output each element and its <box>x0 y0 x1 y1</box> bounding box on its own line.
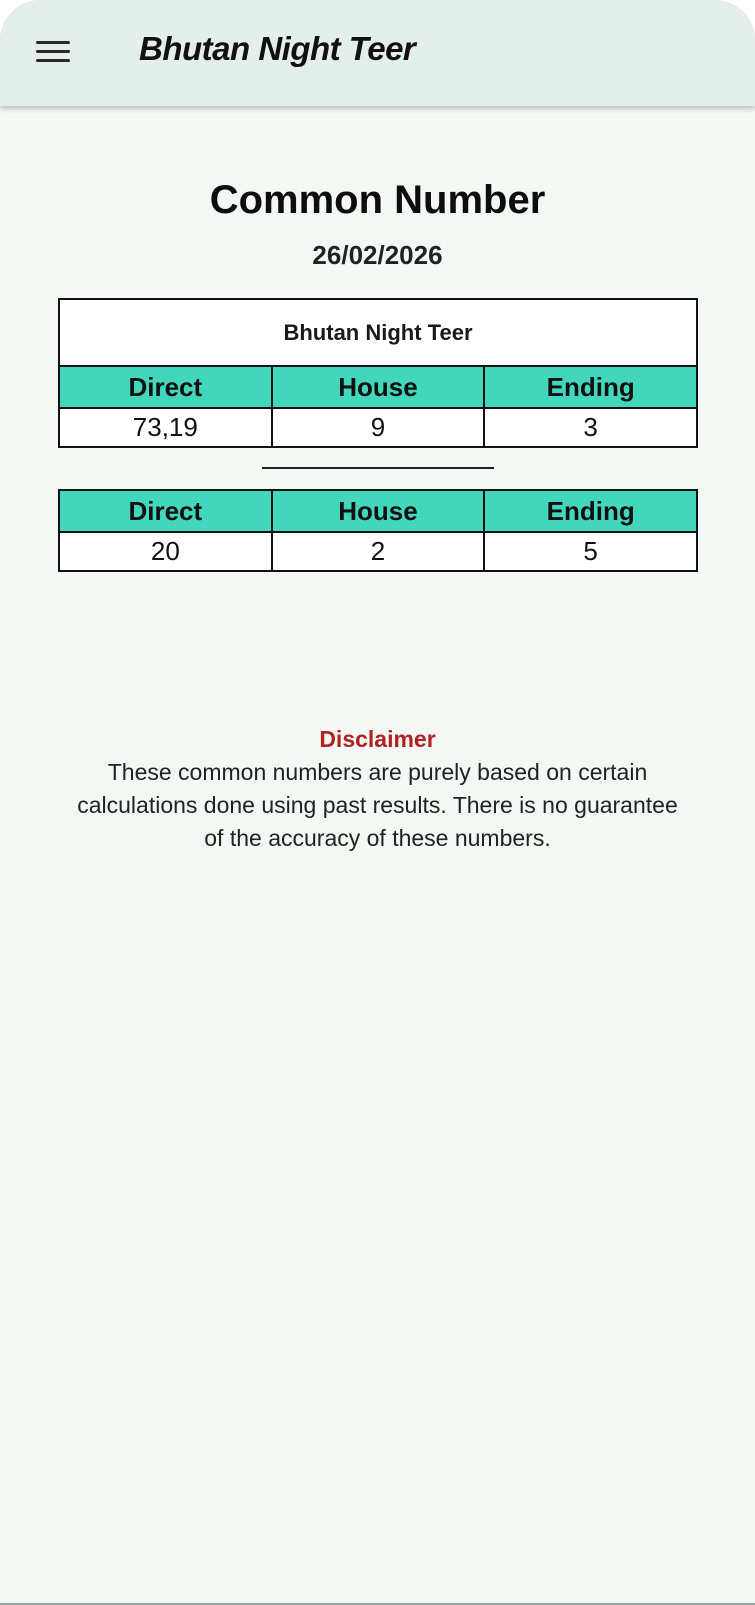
table-caption-row <box>59 299 697 366</box>
header-direct: Direct <box>59 490 272 532</box>
table-header-row <box>59 490 697 532</box>
menu-line <box>36 50 70 53</box>
app-title: Bhutan Night Teer <box>139 30 416 67</box>
header-direct: Direct <box>59 366 272 408</box>
value-direct: 20 <box>59 532 272 571</box>
header-house: House <box>272 366 485 408</box>
value-house: 9 <box>272 408 485 447</box>
value-ending: 5 <box>484 532 697 571</box>
header-house: House <box>272 490 485 532</box>
disclaimer-text: These common numbers are purely based on certain calculations done using past results. There is no guarantee of the accuracy of these numbers. <box>77 759 678 851</box>
table-header-row <box>59 366 697 408</box>
table-caption: Bhutan Night Teer <box>59 299 697 366</box>
page-date: 26/02/2026 <box>312 240 443 270</box>
value-direct: 73,19 <box>59 408 272 447</box>
header-ending: Ending <box>484 490 697 532</box>
hamburger-menu-icon[interactable] <box>28 30 80 74</box>
disclaimer-title: Disclaimer <box>319 726 436 752</box>
value-house: 2 <box>272 532 485 571</box>
common-number-table-2 <box>58 489 698 572</box>
menu-line <box>36 59 70 62</box>
table-row <box>59 408 697 447</box>
table-row <box>59 532 697 571</box>
menu-line <box>36 41 70 44</box>
value-ending: 3 <box>484 408 697 447</box>
header-ending: Ending <box>484 366 697 408</box>
common-number-table-1 <box>58 298 698 448</box>
page-title: Common Number <box>209 178 546 222</box>
app-bar <box>0 0 755 106</box>
divider <box>262 467 494 469</box>
